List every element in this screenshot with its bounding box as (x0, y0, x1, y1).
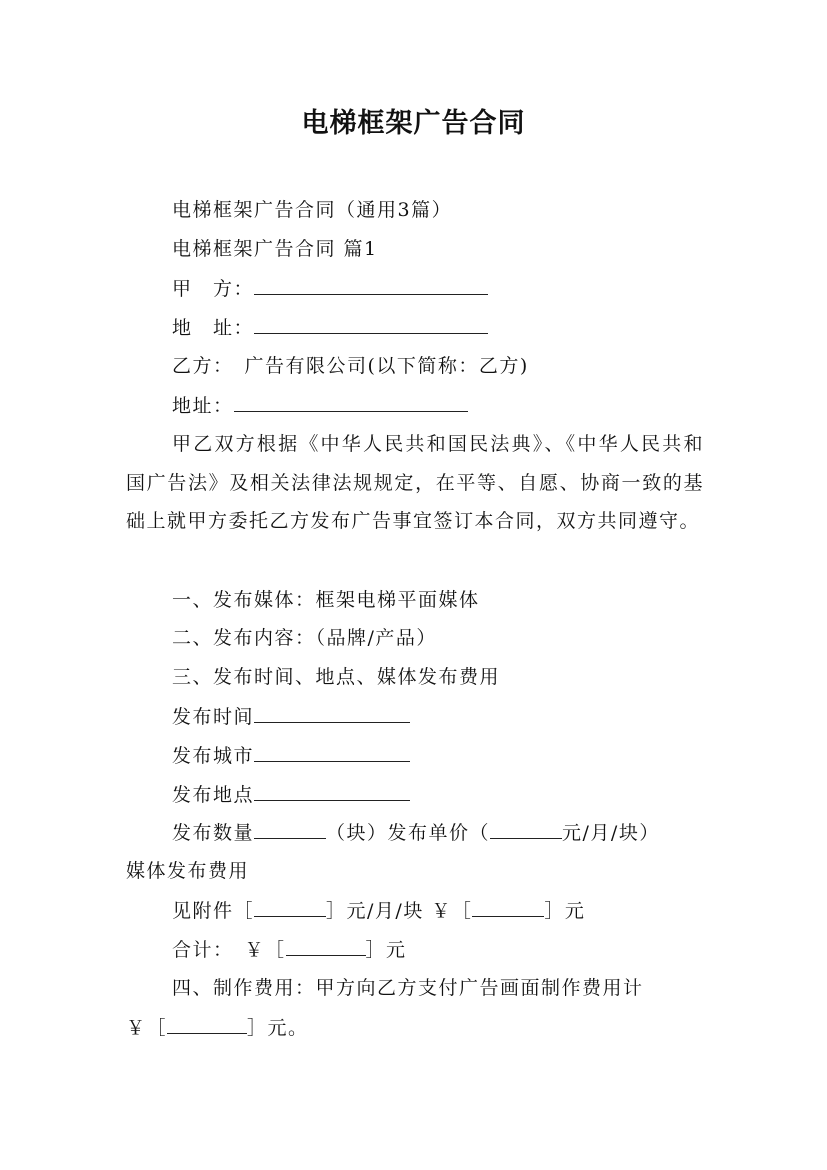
section-heading: 电梯框架广告合同 篇1 (172, 238, 378, 260)
total-line (172, 937, 407, 962)
attachment-blank-1 (254, 898, 326, 917)
party-a-line (172, 276, 488, 301)
party-b-address-label: 地址： (172, 395, 234, 417)
party-a-blank (254, 276, 488, 295)
clause-3: 三、发布时间、地点、媒体发布费用 (172, 666, 501, 688)
quantity-blank (254, 820, 326, 839)
party-b-address-blank (234, 393, 468, 412)
clause-4-continued (126, 1015, 309, 1040)
clause-1: 一、发布媒体：框架电梯平面媒体 (172, 589, 480, 611)
party-a-label: 甲 方： (172, 278, 255, 300)
production-fee-blank (167, 1015, 247, 1034)
attachment-prefix: 见附件［ (172, 900, 255, 922)
publish-time-label: 发布时间 (172, 706, 255, 728)
publish-location-blank (254, 782, 410, 801)
clause-4: 四、制作费用：甲方向乙方支付广告画面制作费用计 (172, 977, 644, 999)
attachment-line (172, 898, 585, 923)
quantity-line (172, 820, 660, 845)
publish-location-label: 发布地点 (172, 784, 255, 806)
document-subtitle: 电梯框架广告合同（通用3篇） (172, 199, 453, 221)
preamble-paragraph: 甲乙双方根据《中华人民共和国民法典》、《中华人民共和国广告法》及相关法律法规规定，在平等、自愿、协商一致的基础上就甲方委托乙方发布广告事宜签订本合同，双方共同遵守。 (126, 433, 704, 532)
quantity-label: 发布数量 (172, 822, 255, 844)
party-a-address-line (172, 315, 488, 340)
publish-city-line (172, 743, 410, 768)
unit-price-blank (490, 820, 562, 839)
total-suffix: ］元 (365, 939, 407, 961)
clause-2: 二、发布内容：（品牌/产品） (172, 627, 437, 649)
total-blank (286, 937, 366, 956)
publish-city-label: 发布城市 (172, 745, 255, 767)
attachment-blank-2 (472, 898, 544, 917)
total-label: 合计： ￥［ (172, 939, 286, 961)
attachment-suffix: ］元 (544, 900, 586, 922)
party-b-address-line (172, 393, 468, 418)
unit-price-suffix: 元/月/块） (562, 822, 660, 844)
quantity-unit: （块）发布单价（ (326, 822, 491, 844)
party-a-address-blank (254, 315, 488, 334)
production-fee-suffix: ］元。 (247, 1017, 309, 1039)
party-a-address-label: 地 址： (172, 317, 255, 339)
publish-time-blank (254, 704, 410, 723)
document-title: 电梯框架广告合同 (301, 108, 526, 139)
publish-location-line (172, 782, 410, 807)
publish-time-line (172, 704, 410, 729)
publish-city-blank (254, 743, 410, 762)
production-fee-prefix: ￥［ (126, 1017, 168, 1039)
attachment-mid: ］元/月/块 ￥［ (326, 900, 473, 922)
party-b-line: 乙方： 广告有限公司(以下简称：乙方) (172, 355, 529, 377)
media-fee-line: 媒体发布费用 (126, 860, 250, 882)
